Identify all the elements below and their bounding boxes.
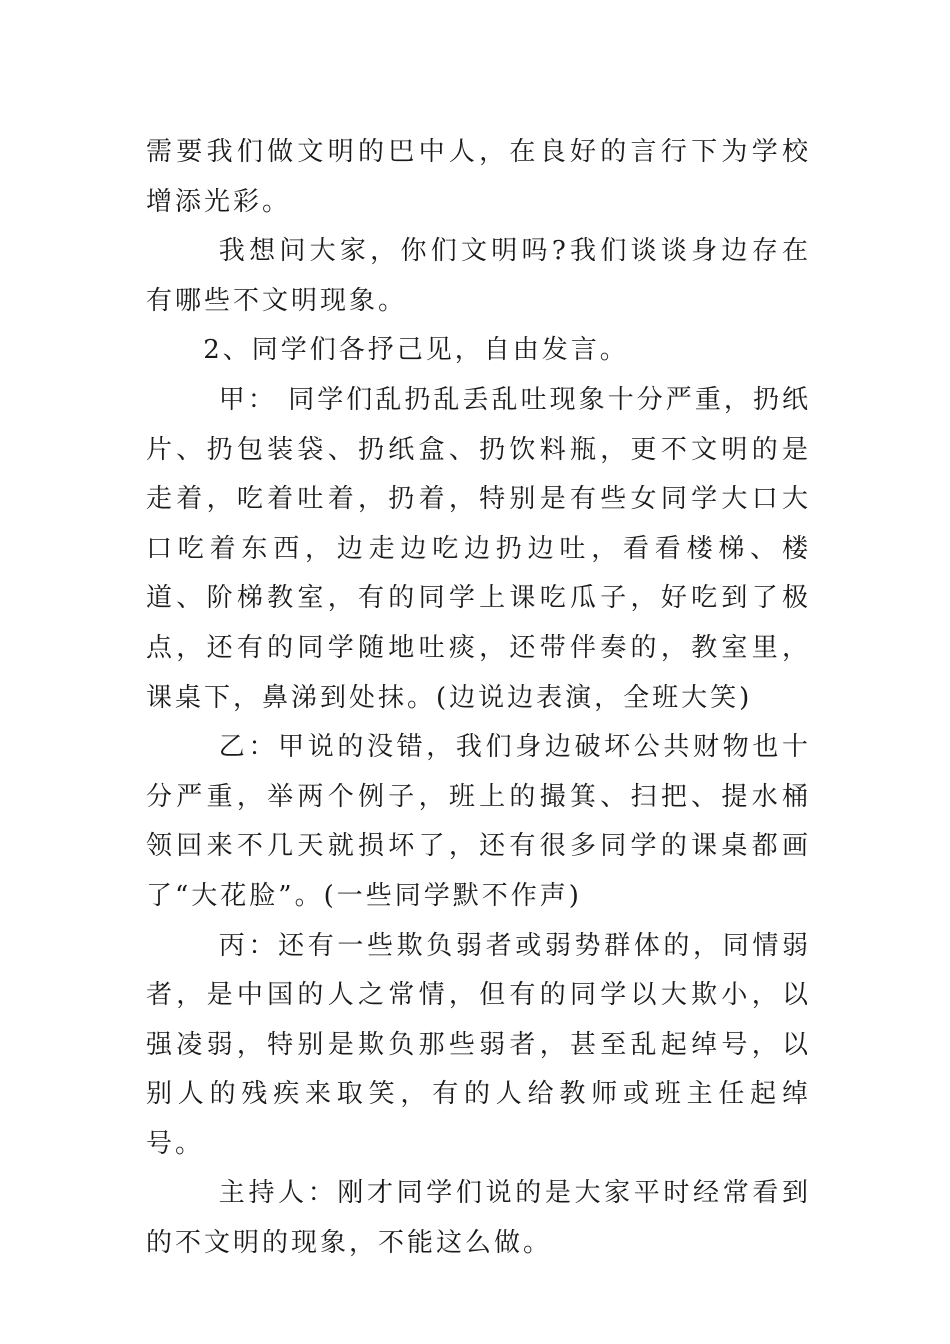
- paragraph-speaker-yi: 乙：甲说的没错，我们身边破坏公共财物也十分严重，举两个例子，班上的撮箕、扫把、提水桶领回来不几天就损坏了，还有很多同学的课桌都画了“大花脸”。(一些同学默不作声): [146, 732, 811, 911]
- paragraph-question: 我想问大家，你们文明吗?我们谈谈身边存在有哪些不文明现象。: [146, 236, 811, 316]
- paragraph-speaker-jia: 甲： 同学们乱扔乱丢乱吐现象十分严重，扔纸片、扔包装袋、扔纸盒、扔饮料瓶，更不文明的是走着，吃着吐着，扔着，特别是有些女同学大口大口吃着东西，边走边吃边扔边吐，看看楼梯、楼道、阶梯教室，有的同学上课吃瓜子，好吃到了极点，还有的同学随地吐痰，还带伴奏的，教室里，课桌下，鼻涕到处抹。(边说边表演，全班大笑): [146, 384, 811, 713]
- paragraph-speaker-bing: 丙：还有一些欺负弱者或弱势群体的，同情弱者，是中国的人之常情，但有的同学以大欺小，以强凌弱，特别是欺负那些弱者，甚至乱起绰号，以别人的残疾来取笑，有的人给教师或班主任起绰号。: [146, 930, 811, 1159]
- document-body: [146, 128, 811, 1269]
- paragraph-continuation: 需要我们做文明的巴中人，在良好的言行下为学校增添光彩。: [146, 137, 811, 217]
- paragraph-host: 主持人：刚才同学们说的是大家平时经常看到的不文明的现象，不能这么做。: [146, 1178, 811, 1259]
- paragraph-step-2: 2、同学们各抒己见，自由发言。: [203, 335, 629, 366]
